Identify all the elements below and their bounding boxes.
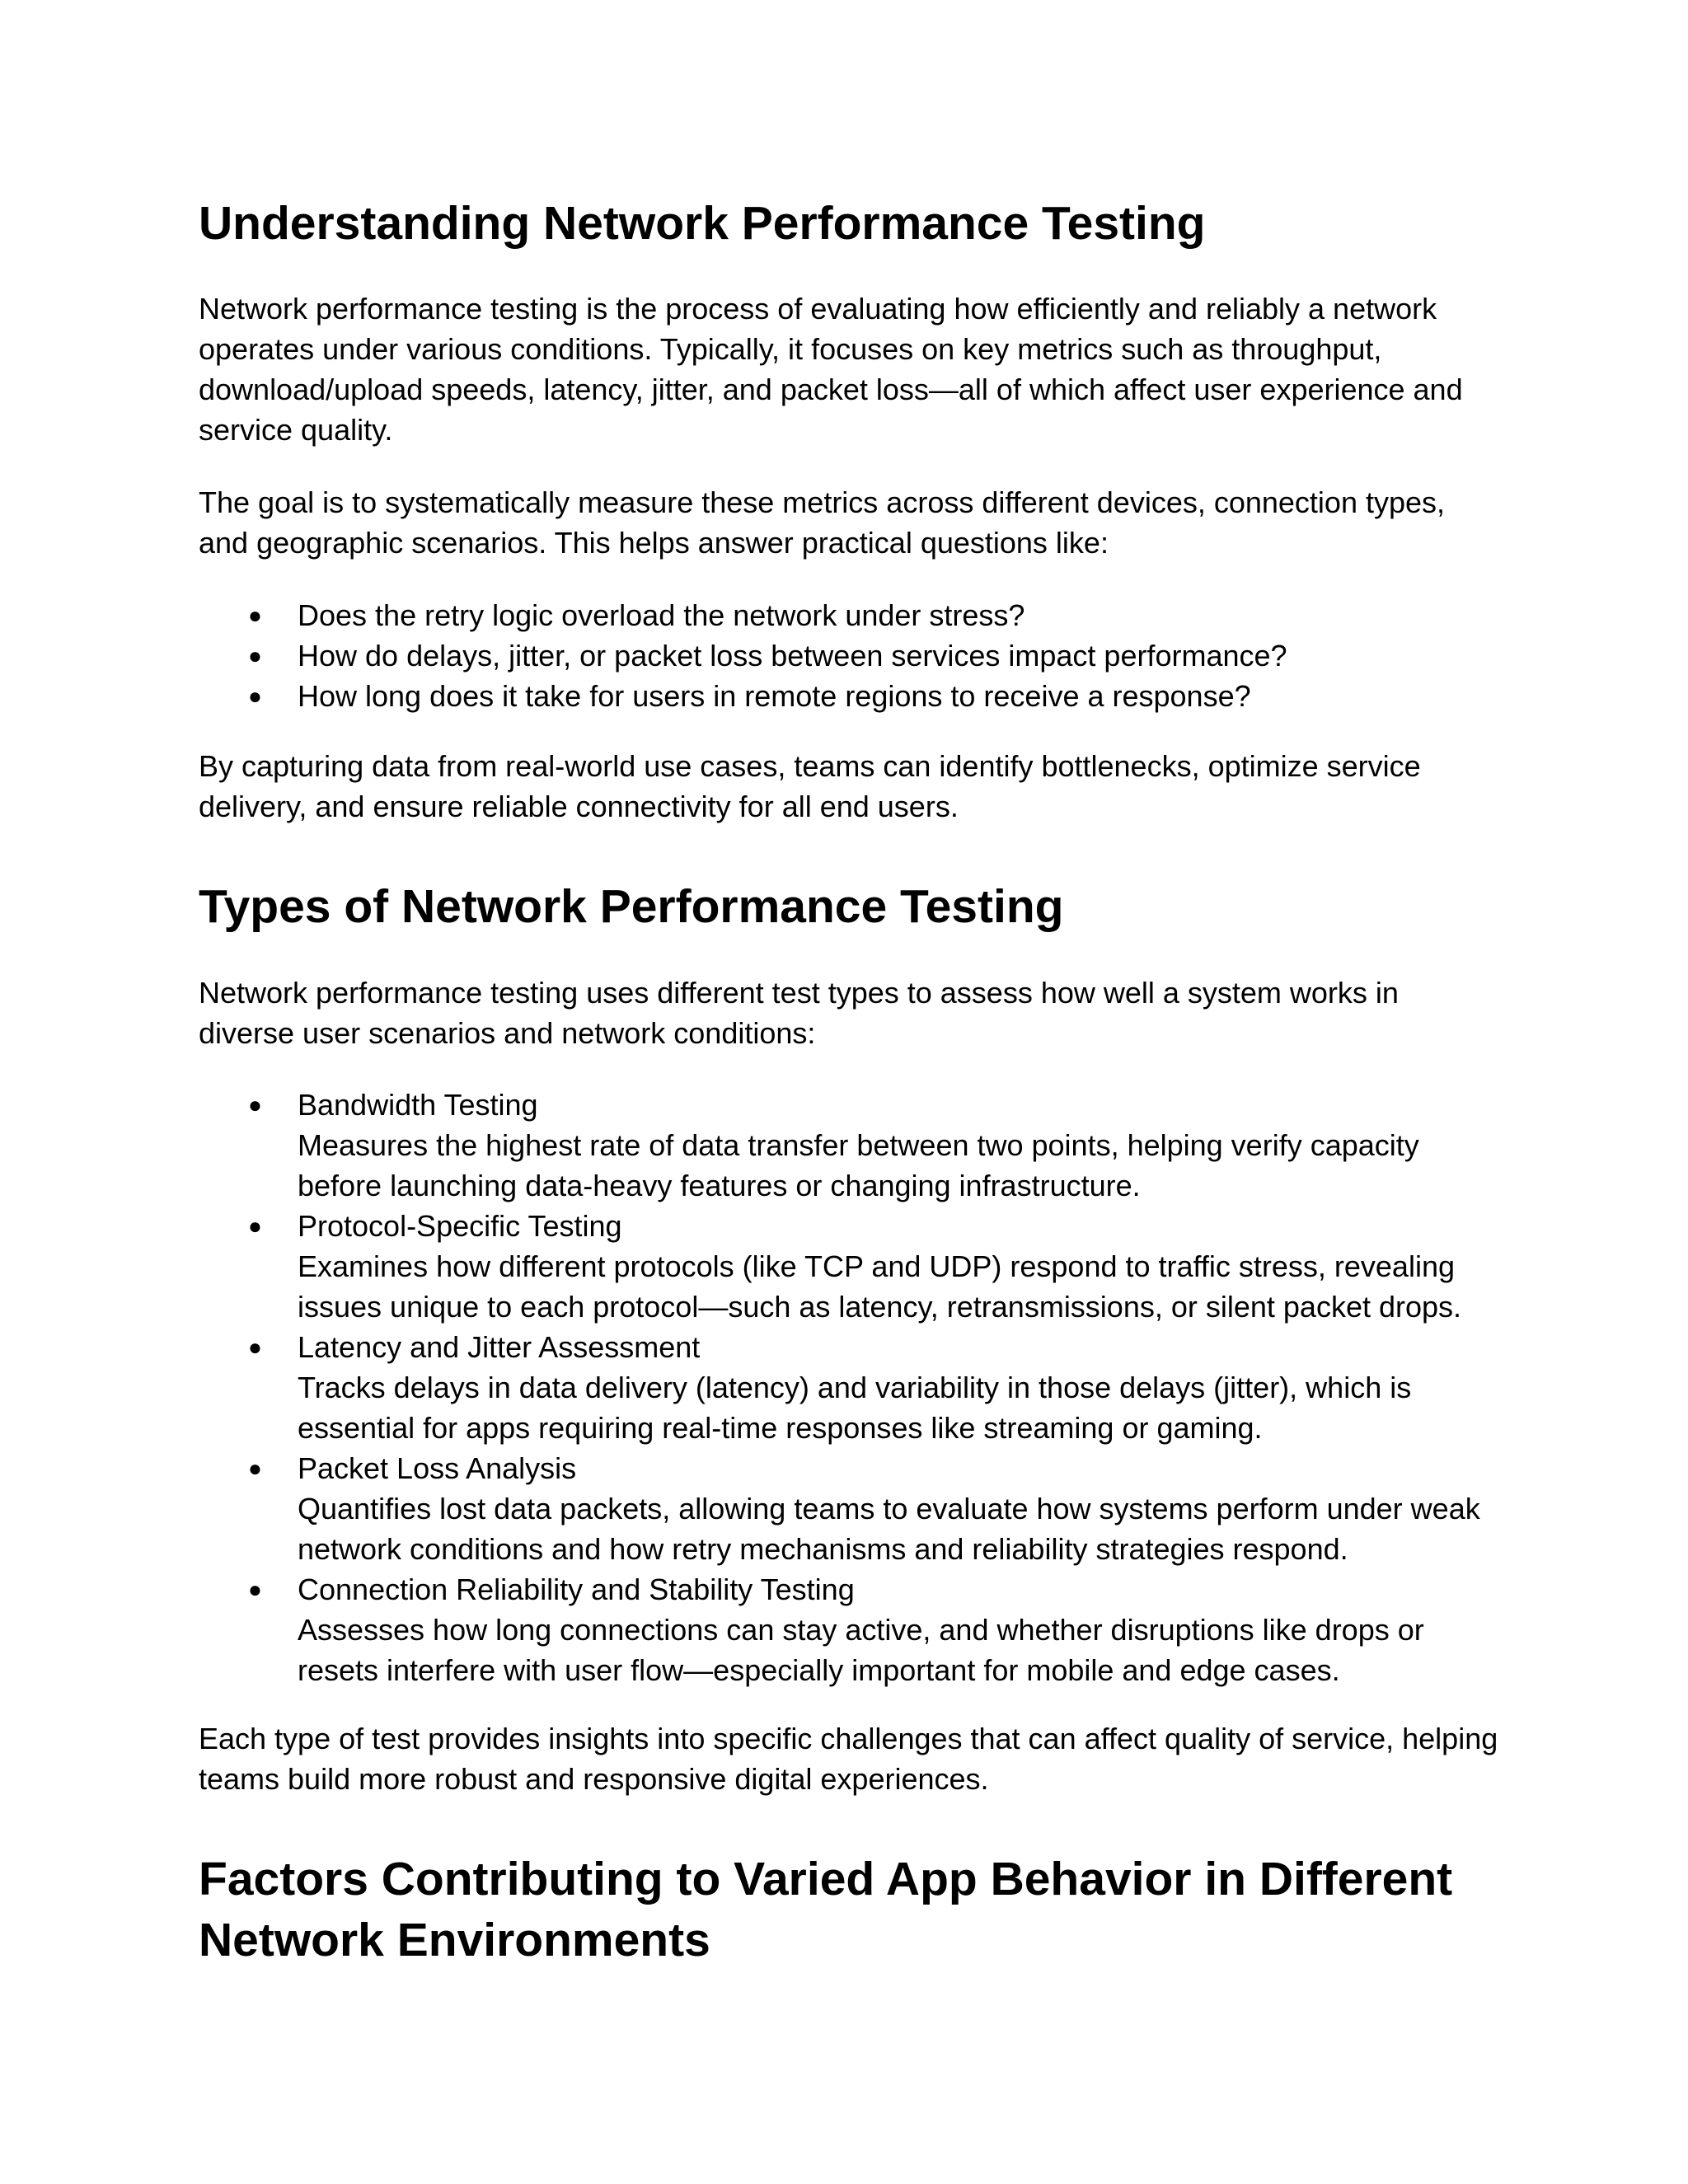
heading-factors: Factors Contributing to Varied App Behavior in Different Network Environments — [199, 1853, 1453, 1966]
bullet-icon: ● — [248, 643, 262, 668]
question-text: How long does it take for users in remote regions to receive a response? — [298, 679, 1251, 713]
test-type-description: Quantifies lost data packets, allowing teams to evaluate how systems perform under weak network conditions and how retry mechanisms and reliability strategies respond. — [298, 1492, 1480, 1566]
test-types-list — [199, 1085, 1501, 1690]
test-type-name: Packet Loss Analysis — [298, 1451, 577, 1485]
test-type-name: Latency and Jitter Assessment — [298, 1330, 701, 1364]
test-type-name: Protocol-Specific Testing — [298, 1209, 622, 1243]
list-item — [199, 1569, 1501, 1690]
paragraph-conclusion: By capturing data from real-world use cases, teams can identify bottlenecks, optimize service delivery, and ensure reliable connectivity for all end users. — [199, 749, 1421, 823]
bullet-icon: ● — [248, 1213, 262, 1239]
list-item — [199, 676, 1501, 716]
list-item — [199, 1206, 1501, 1327]
list-item — [199, 1327, 1501, 1448]
paragraph-goal: The goal is to systematically measure these metrics across different devices, connection types, and geographic scenarios. This helps answer practical questions like: — [199, 485, 1446, 560]
heading-types: Types of Network Performance Testing — [199, 880, 1064, 933]
test-type-description: Measures the highest rate of data transfer between two points, helping verify capacity before launching data-heavy features or changing infrastructure. — [298, 1128, 1419, 1202]
list-item — [199, 635, 1501, 676]
test-type-name: Bandwidth Testing — [298, 1088, 538, 1122]
paragraph-types-intro: Network performance testing uses different test types to assess how well a system works in diverse user scenarios and network conditions: — [199, 976, 1399, 1050]
list-item — [199, 595, 1501, 635]
list-item — [199, 1085, 1501, 1206]
bullet-icon: ● — [248, 683, 262, 709]
bullet-icon: ● — [248, 1577, 262, 1602]
bullet-icon: ● — [248, 1455, 262, 1481]
heading-understanding: Understanding Network Performance Testing — [199, 197, 1206, 250]
test-type-name: Connection Reliability and Stability Testing — [298, 1572, 855, 1606]
bullet-icon: ● — [248, 1334, 262, 1360]
test-type-description: Examines how different protocols (like TCP and UDP) respond to traffic stress, revealing issues unique to each protocol—such as latency, retransmissions, or silent packet drops. — [298, 1249, 1462, 1324]
list-item — [199, 1448, 1501, 1569]
bullet-icon: ● — [248, 1092, 262, 1118]
questions-list — [199, 595, 1501, 716]
question-text: Does the retry logic overload the network under stress? — [298, 598, 1025, 632]
bullet-icon: ● — [248, 602, 262, 628]
paragraph-definition: Network performance testing is the process of evaluating how efficiently and reliably a network operates under various conditions. Typically, it focuses on key metrics such as throughput, download/upload speeds, latency, jitter, and packet loss—all of which affect user experience and service quality. — [199, 292, 1463, 447]
test-type-description: Tracks delays in data delivery (latency) and variability in those delays (jitter), which is essential for apps requiring real-time responses like streaming or gaming. — [298, 1371, 1412, 1445]
question-text: How do delays, jitter, or packet loss between services impact performance? — [298, 639, 1287, 673]
test-type-description: Assesses how long connections can stay active, and whether disruptions like drops or resets interfere with user flow—especially important for mobile and edge cases. — [298, 1613, 1424, 1687]
paragraph-types-outro: Each type of test provides insights into specific challenges that can affect quality of service, helping teams build more robust and responsive digital experiences. — [199, 1722, 1498, 1796]
